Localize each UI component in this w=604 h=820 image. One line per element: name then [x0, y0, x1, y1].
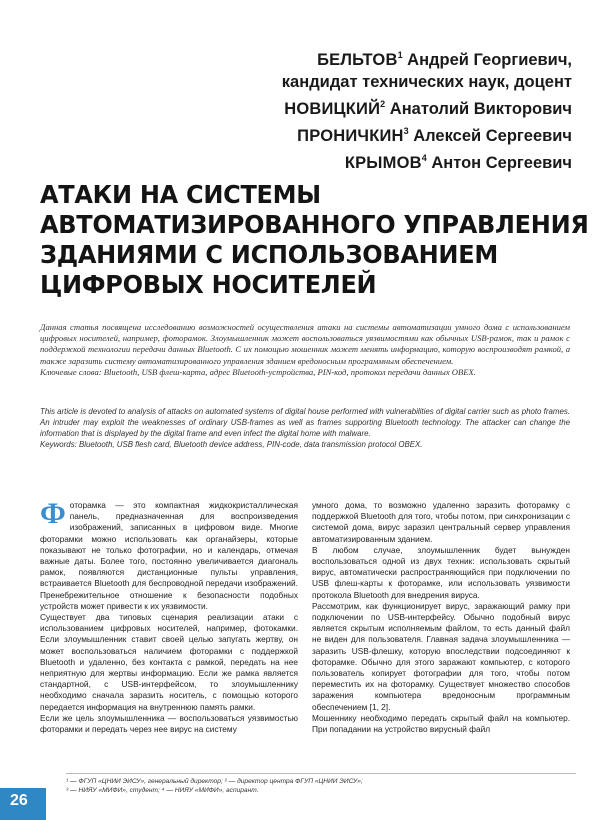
author-line-1 [282, 44, 572, 71]
abstract-russian [40, 322, 570, 378]
body-column-right [312, 500, 570, 735]
footnote-divider [66, 773, 576, 774]
abstract-ru-text: Данная статья посвящена исследованию возможностей осуществления атаки на системы автоматизации умного дома с использованием цифровых носителей, например, фоторамок. Злоумышленник может воспользоваться уязвимостями как обычных USB-рамок, так и рамок с поддержкой технологии передачи данных Bluetooth. С их помощью мошенник может менять информацию, которую воспроизводят рамкой, а также заразить систему автоматизированного управления зданием вредоносным программным обеспечением. [40, 322, 570, 366]
page-number: 26 [10, 792, 28, 809]
body-column-left [40, 497, 298, 735]
author-footnote-mark: 2 [380, 99, 386, 109]
keywords-ru: Ключевые слова: Bluetooth, USB флеш-карта, адрес Bluetooth-устройства, PIN-код, протокол передачи данных OBEX. [40, 366, 476, 377]
title-line: АТАКИ НА СИСТЕМЫ [40, 180, 321, 209]
footnotes [66, 777, 586, 795]
body-paragraph: умного дома, то возможно удаленно заразить фоторамку с поддержкой Bluetooth для того, чтобы потом, при синхронизации с системой дома, вирус заразил центральный сервер управления автоматизированным зданием. [312, 500, 570, 544]
author-surname: БЕЛЬТОВ [317, 51, 398, 69]
author-name: Анатолий Викторович [385, 100, 572, 118]
author-line-4 [282, 120, 572, 147]
title-line: ЗДАНИЯМИ С ИСПОЛЬЗОВАНИЕМ [40, 240, 498, 269]
author-footnote-mark: 3 [403, 126, 409, 136]
author-footnote-mark: 4 [421, 153, 427, 163]
keywords-en: Keywords: Bluetooth, USB flesh card, Bluetooth device address, PIN-code, data transmission protocol OBEX. [40, 440, 423, 449]
body-paragraph: Мошеннику необходимо передать скрытый файл на компьютер. При попадании на устройство вирусный файл [312, 712, 570, 735]
author-block [282, 44, 572, 174]
abstract-english [40, 406, 570, 450]
drop-cap: Ф [40, 497, 66, 530]
author-name: Алексей Сергеевич [408, 127, 572, 145]
author-line-5 [282, 147, 572, 174]
article-title [40, 180, 589, 300]
body-paragraph: Существует два типовых сценария реализации атаки с использованием цифровых носителей, например, фотокамки. Если злоумышленник ставит своей целью запугать жертву, он может воспользоваться наличием фоторамки с поддержкой Bluetooth и удаленно, без контакта с рамкой, передать на нее неприятную для жертвы информацию. Если же рамка является стандартной, с USB-интерфейсом, то злоумышленнику необходимо сначала заразить носитель, с помощью которого передается информация на внутреннюю память рамки. [40, 612, 298, 712]
author-surname: ПРОНИЧКИН [297, 127, 404, 145]
author-footnote-mark: 1 [397, 50, 403, 60]
author-surname: НОВИЦКИЙ [284, 100, 381, 118]
author-name: Антон Сергеевич [426, 154, 572, 172]
author-degree: кандидат технических наук, доцент [281, 73, 572, 91]
body-paragraph [40, 497, 298, 612]
author-line-3 [282, 93, 572, 120]
title-line: ЦИФРОВЫХ НОСИТЕЛЕЙ [40, 270, 377, 299]
author-line-2 [282, 71, 572, 93]
footnote-line: ³ — НИЯУ «МИФИ», студент; ⁴ — НИЯУ «МИФИ», аспирант. [66, 787, 259, 794]
author-surname: КРЫМОВ [344, 154, 422, 172]
body-paragraph: Если же цель злоумышленника — воспользоваться уязвимостью фоторамки и передать через нее вирус на систему [40, 712, 298, 735]
body-paragraph: Рассмотрим, как функционирует вирус, заражающий рамку при подключении по USB-интерфейсу. Обычно подобный вирус является скрытым исполняемым файлом, то есть данный файл не виден для пользователя. Главная задача злоумышленника — заразить USB-флешку, которую впоследствии подсоединяют к фоторамке. Обычно для этого заражают компьютер, с которого пользователь копирует фотографии для того, чтобы потом переместить их на фоторамку. Существует множество способов заражения компьютера вредоносным программным обеспечением [1, 2]. [312, 600, 570, 712]
author-name: Андрей Георгиевич, [402, 51, 572, 69]
paragraph-text: оторамка — это компактная жидкокристаллическая панель, предназначенная для воспроизведения изображений, записанных в цифровом виде. Многие фоторамки можно использовать как органайзеры, которые показывают не только фотографии, но и календарь, отмечая важные даты. Более того, постоянно увеличивается диагональ рамок, появляются дистанционные пульты управления, встраивается Bluetooth для беспроводной передачи изображений. Пренебрежительное отношение к безопасности подобных устройств может привести к их уязвимости. [40, 500, 298, 611]
abstract-en-text: This article is devoted to analysis of attacks on automated systems of digital house performed with vulnerabilities of digital carrier such as photo frames. An intruder may exploit the weaknesses of ordinary USB-frames as well as frames supporting Bluetooth technology. The attacker can change the information that is displayed by the digital frame and even infect the digital home with malware. [40, 407, 570, 438]
footnote-line: ¹ — ФГУП «ЦНИИ ЭИСУ», генеральный директор; ² — директор центра ФГУП «ЦНИИ ЭИСУ»; [66, 778, 363, 785]
body-paragraph: В любом случае, злоумышленник будет вынужден воспользоваться одной из двух техник: использовать скрытый вирус, автоматически распространяющийся при подключении по USB флеш-карты к фоторамке, или использовать уязвимости протокола Bluetooth для внедрения вируса. [312, 544, 570, 600]
title-line: АВТОМАТИЗИРОВАННОГО УПРАВЛЕНИЯ [40, 210, 589, 239]
